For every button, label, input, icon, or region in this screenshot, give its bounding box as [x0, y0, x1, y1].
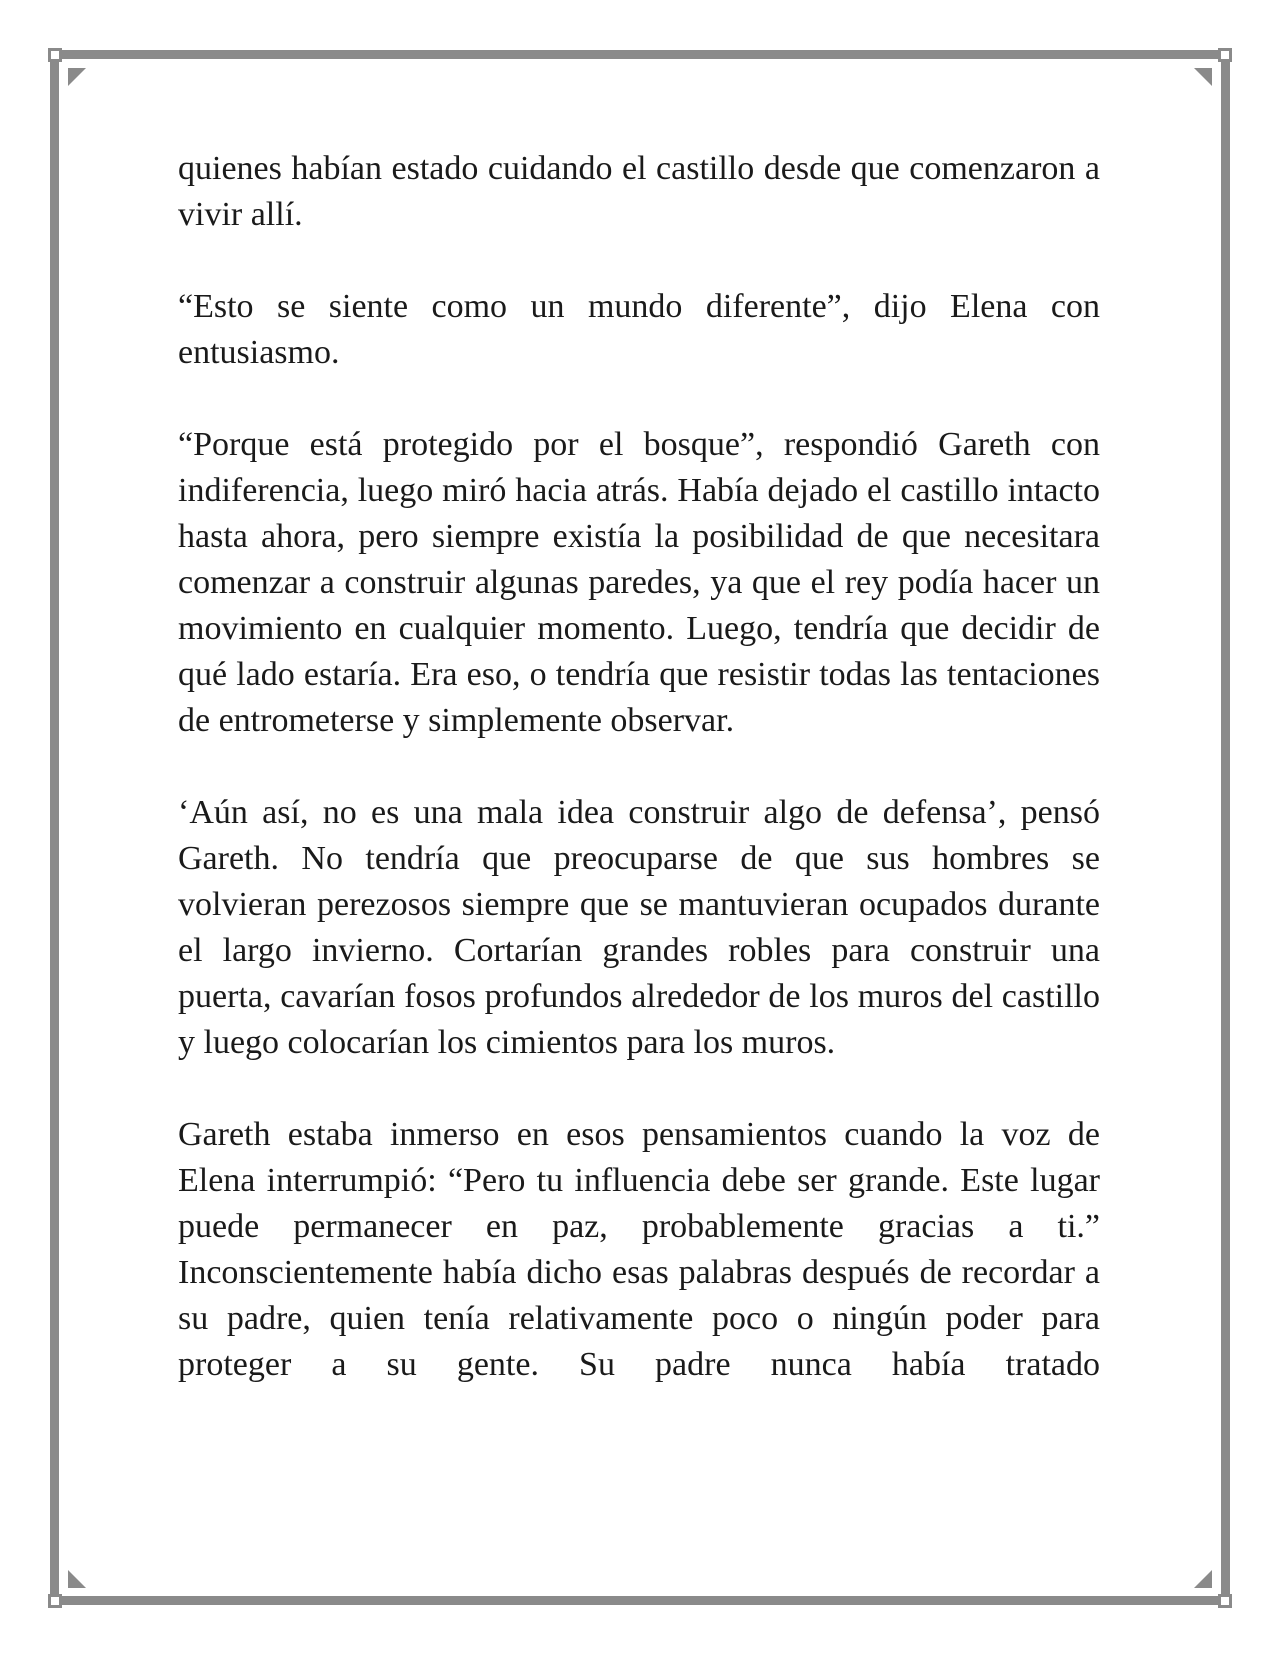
document-body	[178, 146, 1100, 1388]
frame-top-border	[58, 50, 1222, 59]
frame-bottom-border	[58, 1596, 1222, 1605]
paragraph: “Esto se siente como un mundo diferente”, dijo Elena con entusiasmo.	[178, 288, 1100, 371]
frame-corner-top-right	[1218, 48, 1232, 62]
paragraph: quienes habían estado cuidando el castillo desde que comenzaron a vivir allí.	[178, 150, 1100, 233]
corner-ornament-bottom-right-icon	[1194, 1570, 1212, 1588]
frame-corner-bottom-left	[48, 1594, 62, 1608]
frame-corner-top-left	[48, 48, 62, 62]
frame-right-border	[1221, 58, 1230, 1598]
paragraph: ‘Aún así, no es una mala idea construir algo de defensa’, pensó Gareth. No tendría que preocuparse de que sus hombres se volvieran perezosos siempre que se mantuvieran ocupados durante el largo invierno. Cortarían grandes robles para construir una puerta, cavarían fosos profundos alrededor de los muros del castillo y luego colocarían los cimientos para los muros.	[178, 794, 1100, 1061]
corner-ornament-bottom-left-icon	[68, 1570, 86, 1588]
corner-ornament-top-left-icon	[68, 68, 86, 86]
frame-left-border	[50, 58, 59, 1598]
paragraph: Gareth estaba inmerso en esos pensamientos cuando la voz de Elena interrumpió: “Pero tu influencia debe ser grande. Este lugar puede permanecer en paz, probablemente gracias a ti.” Inconscientemente había dicho esas palabras después de recordar a su padre, quien tenía relativamente poco o ningún poder para proteger a su gente. Su padre nunca había tratado	[178, 1116, 1100, 1383]
paragraph: “Porque está protegido por el bosque”, respondió Gareth con indiferencia, luego miró hacia atrás. Había dejado el castillo intacto hasta ahora, pero siempre existía la posibilidad de que necesitara comenzar a construir algunas paredes, ya que el rey podía hacer un movimiento en cualquier momento. Luego, tendría que decidir de qué lado estaría. Era eso, o tendría que resistir todas las tentaciones de entrometerse y simplemente observar.	[178, 426, 1100, 739]
frame-corner-bottom-right	[1218, 1594, 1232, 1608]
corner-ornament-top-right-icon	[1194, 68, 1212, 86]
